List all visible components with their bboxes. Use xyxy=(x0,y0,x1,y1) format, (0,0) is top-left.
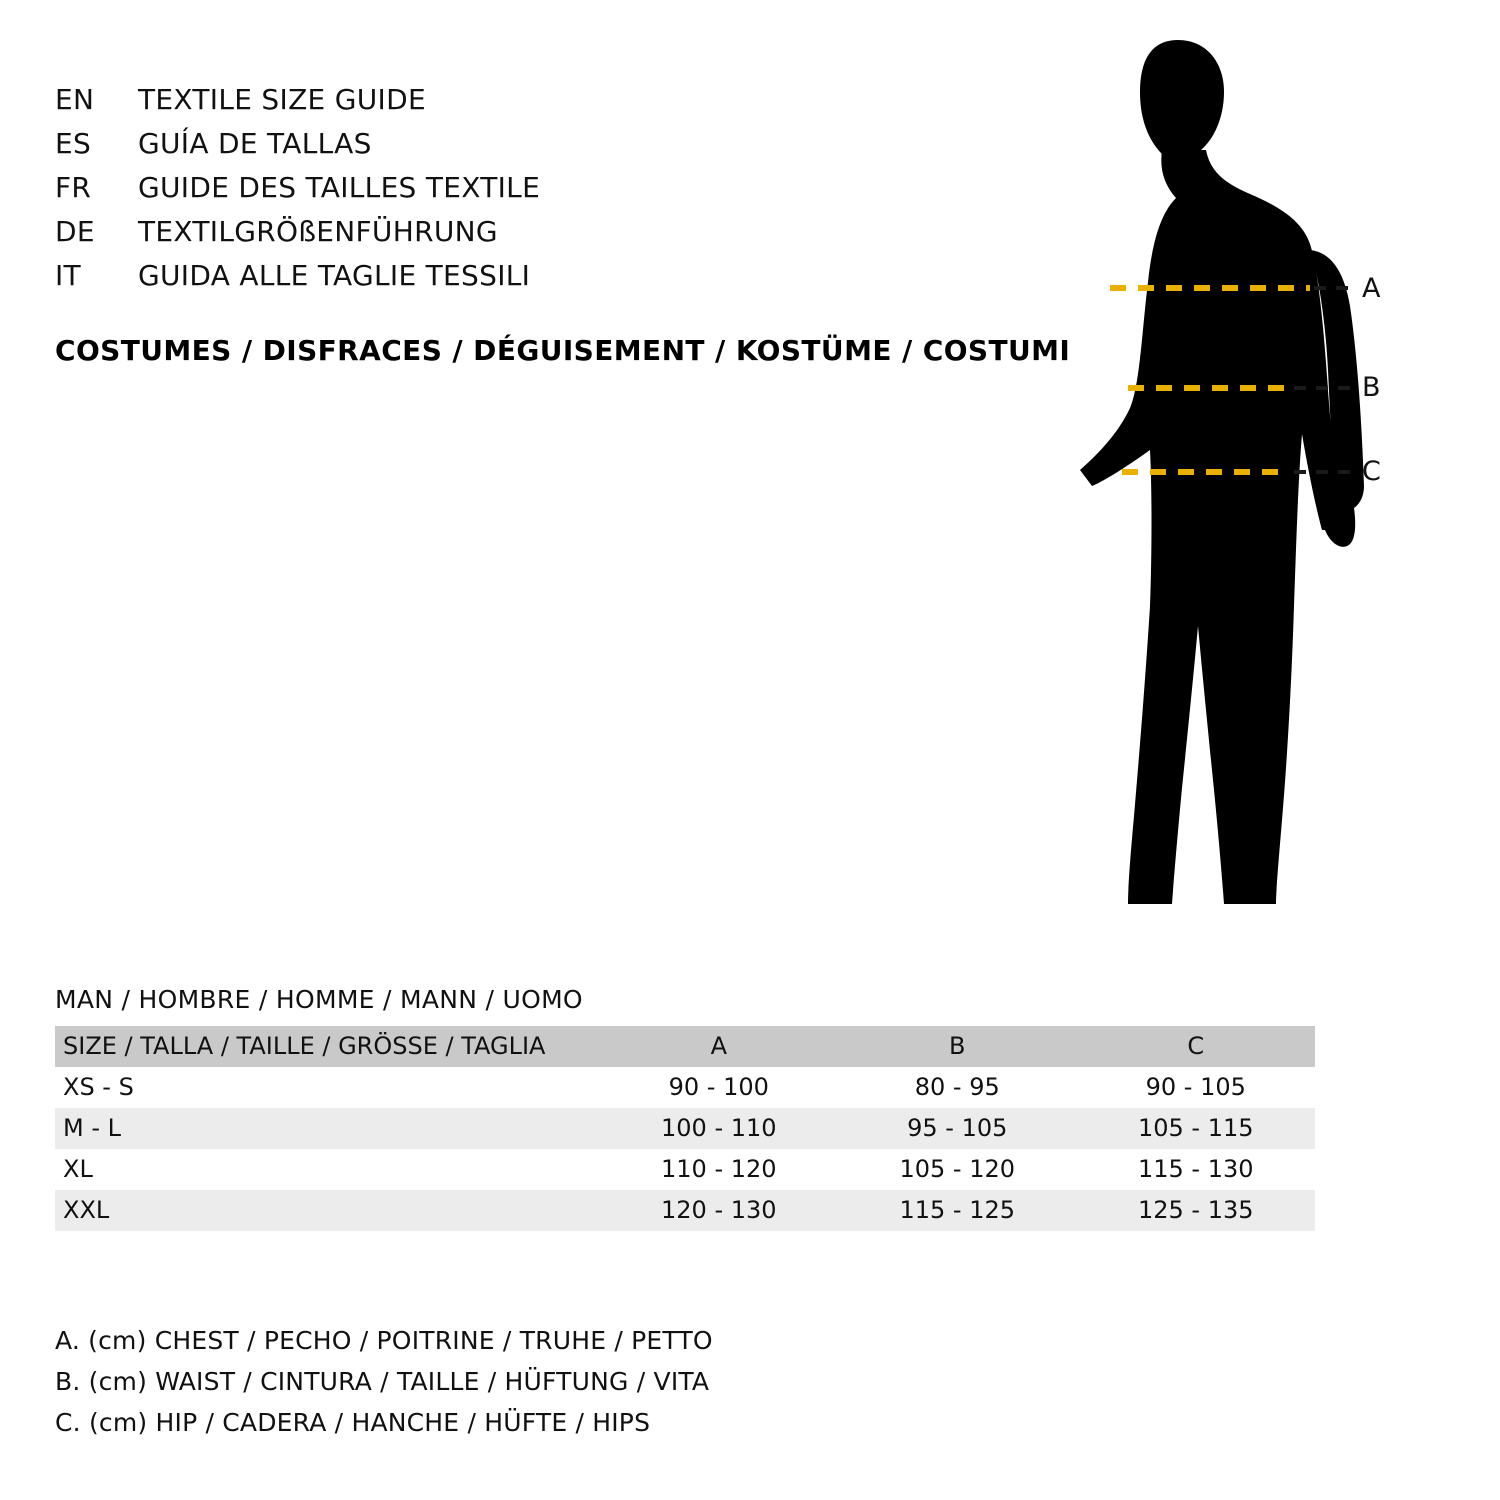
column-header-c: C xyxy=(1187,1032,1205,1060)
measure-label-a: A xyxy=(1362,273,1381,304)
cell-size: XS - S xyxy=(63,1073,134,1101)
cell-size: XXL xyxy=(63,1196,110,1224)
cell-b: 80 - 95 xyxy=(914,1073,1000,1101)
language-list xyxy=(55,78,1015,298)
legend-line-c: C. (cm) HIP / CADERA / HANCHE / HÜFTE / HIPS xyxy=(55,1408,651,1437)
language-text-en: TEXTILE SIZE GUIDE xyxy=(138,83,426,116)
language-text-es: GUÍA DE TALLAS xyxy=(138,127,372,160)
table-row xyxy=(55,1149,1315,1190)
language-row-en xyxy=(55,78,1015,122)
cell-size: M - L xyxy=(63,1114,121,1142)
cell-size: XL xyxy=(63,1155,93,1183)
cell-b: 105 - 120 xyxy=(899,1155,1016,1183)
language-code-de: DE xyxy=(55,215,95,248)
cell-c: 90 - 105 xyxy=(1145,1073,1246,1101)
cell-b: 115 - 125 xyxy=(899,1196,1016,1224)
measurement-legend xyxy=(55,1320,713,1443)
legend-line-a: A. (cm) CHEST / PECHO / POITRINE / TRUHE / PETTO xyxy=(55,1326,713,1355)
cell-a: 120 - 130 xyxy=(661,1196,777,1224)
language-text-fr: GUIDE DES TAILLES TEXTILE xyxy=(138,171,541,204)
table-header-row xyxy=(55,1026,1315,1067)
language-code-en: EN xyxy=(55,83,95,116)
cell-c: 115 - 130 xyxy=(1137,1155,1254,1183)
table-row xyxy=(55,1067,1315,1108)
body-silhouette-icon xyxy=(1010,30,1470,930)
column-header-a: A xyxy=(710,1032,727,1060)
language-row-fr xyxy=(55,166,1015,210)
body-figure xyxy=(1010,30,1470,930)
cell-b: 95 - 105 xyxy=(907,1114,1008,1142)
cell-a: 90 - 100 xyxy=(668,1073,769,1101)
language-code-fr: FR xyxy=(55,171,92,204)
measure-label-c: C xyxy=(1362,456,1381,487)
size-table xyxy=(55,1026,1315,1231)
column-header-size: SIZE / TALLA / TAILLE / GRÖSSE / TAGLIA xyxy=(63,1032,546,1060)
size-table-caption: MAN / HOMBRE / HOMME / MANN / UOMO xyxy=(55,985,583,1014)
cell-a: 100 - 110 xyxy=(661,1114,777,1142)
language-text-it: GUIDA ALLE TAGLIE TESSILI xyxy=(138,259,531,292)
language-code-it: IT xyxy=(55,259,81,292)
column-header-b: B xyxy=(949,1032,966,1060)
cell-c: 125 - 135 xyxy=(1137,1196,1254,1224)
measure-label-b: B xyxy=(1362,372,1381,403)
table-row xyxy=(55,1108,1315,1149)
language-text-de: TEXTILGRÖßENFÜHRUNG xyxy=(138,215,498,248)
costumes-heading: COSTUMES / DISFRACES / DÉGUISEMENT / KOSTÜME / COSTUMI xyxy=(55,334,1071,367)
cell-c: 105 - 115 xyxy=(1137,1114,1254,1142)
cell-a: 110 - 120 xyxy=(661,1155,777,1183)
table-row xyxy=(55,1190,1315,1231)
language-code-es: ES xyxy=(55,127,92,160)
language-row-es xyxy=(55,122,1015,166)
size-table-section xyxy=(55,985,1320,1231)
language-row-it xyxy=(55,254,1015,298)
legend-line-b: B. (cm) WAIST / CINTURA / TAILLE / HÜFTUNG / VITA xyxy=(55,1367,710,1396)
language-row-de xyxy=(55,210,1015,254)
